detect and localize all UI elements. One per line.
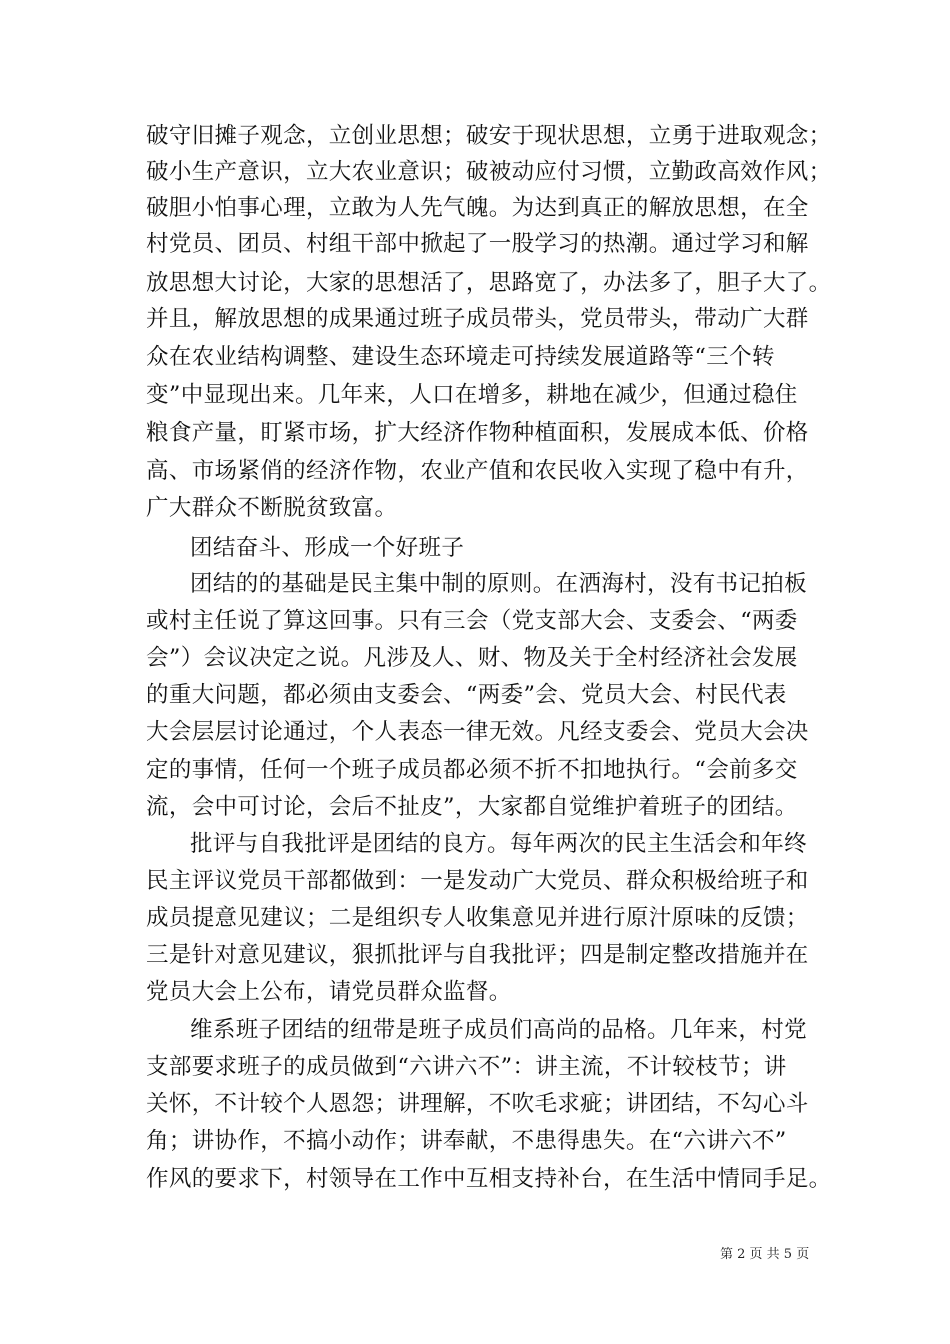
body-text-line: 定的事情，任何一个班子成员都必须不折不扣地执行。“会前多交	[146, 757, 798, 783]
body-text-line: 维系班子团结的纽带是班子成员们高尚的品格。几年来，村党	[190, 1017, 807, 1043]
body-text-line: 众在农业结构调整、建设生态环境走可持续发展道路等“三个转	[146, 344, 775, 370]
body-text-line: 并且，解放思想的成果通过班子成员带头，党员带头，带动广大群	[146, 306, 809, 332]
body-text-line: 支部要求班子的成员做到“六讲六不”：讲主流，不计较枝节；讲	[146, 1054, 787, 1080]
body-text-line: 流，会中可讨论，会后不扯皮”，大家都自觉维护着班子的团结。	[146, 794, 798, 820]
body-text-line: 作风的要求下，村领导在工作中互相支持补台，在生活中情同手足。	[146, 1166, 832, 1192]
body-text-line: 大会层层讨论通过，个人表态一律无效。凡经支委会、党员大会决	[146, 719, 809, 745]
body-text-line: 团结的的基础是民主集中制的原则。在洒海村，没有书记拍板	[190, 571, 807, 597]
body-text-line: 三是针对意见建议，狠抓批评与自我批评；四是制定整改措施并在	[146, 942, 809, 968]
section-heading: 团结奋斗、形成一个好班子	[190, 535, 465, 561]
body-text-line: 会”）会议决定之说。凡涉及人、财、物及关于全村经济社会发展	[146, 645, 798, 671]
body-text-line: 村党员、团员、村组干部中掀起了一股学习的热潮。通过学习和解	[146, 231, 809, 257]
body-text-line: 粮食产量，盯紧市场，扩大经济作物种植面积，发展成本低、价格	[146, 420, 809, 446]
body-text-line: 广大群众不断脱贫致富。	[146, 495, 398, 521]
body-text-line: 破守旧摊子观念，立创业思想；破安于现状思想，立勇于进取观念；	[146, 123, 832, 149]
body-text-line: 的重大问题，都必须由支委会、“两委”会、党员大会、村民代表	[146, 682, 787, 708]
body-text-line: 破小生产意识，立大农业意识；破被动应付习惯，立勤政高效作风；	[146, 159, 832, 185]
page-number-footer: 第 2 页 共 5 页	[720, 1247, 810, 1262]
body-text-line: 或村主任说了算这回事。只有三会（党支部大会、支委会、“两委	[146, 608, 798, 634]
body-text-line: 角；讲协作，不搞小动作；讲奉献，不患得患失。在“六讲六不”	[146, 1128, 787, 1154]
body-text-line: 党员大会上公布，请党员群众监督。	[146, 979, 512, 1005]
body-text-line: 高、市场紧俏的经济作物，农业产值和农民收入实现了稳中有升，	[146, 458, 809, 484]
body-text-line: 民主评议党员干部都做到：一是发动广大党员、群众积极给班子和	[146, 868, 809, 894]
body-text-line: 破胆小怕事心理，立敢为人先气魄。为达到真正的解放思想，在全	[146, 195, 809, 221]
body-text-line: 关怀，不计较个人恩怨；讲理解，不吹毛求疵；讲团结，不勾心斗	[146, 1091, 809, 1117]
body-text-line: 变”中显现出来。几年来，人口在增多，耕地在减少，但通过稳住	[146, 382, 798, 408]
body-text-line: 批评与自我批评是团结的良方。每年两次的民主生活会和年终	[190, 831, 807, 857]
body-text-line: 成员提意见建议；二是组织专人收集意见并进行原汁原味的反馈；	[146, 905, 809, 931]
body-text-line: 放思想大讨论，大家的思想活了，思路宽了，办法多了，胆子大了。	[146, 270, 832, 296]
